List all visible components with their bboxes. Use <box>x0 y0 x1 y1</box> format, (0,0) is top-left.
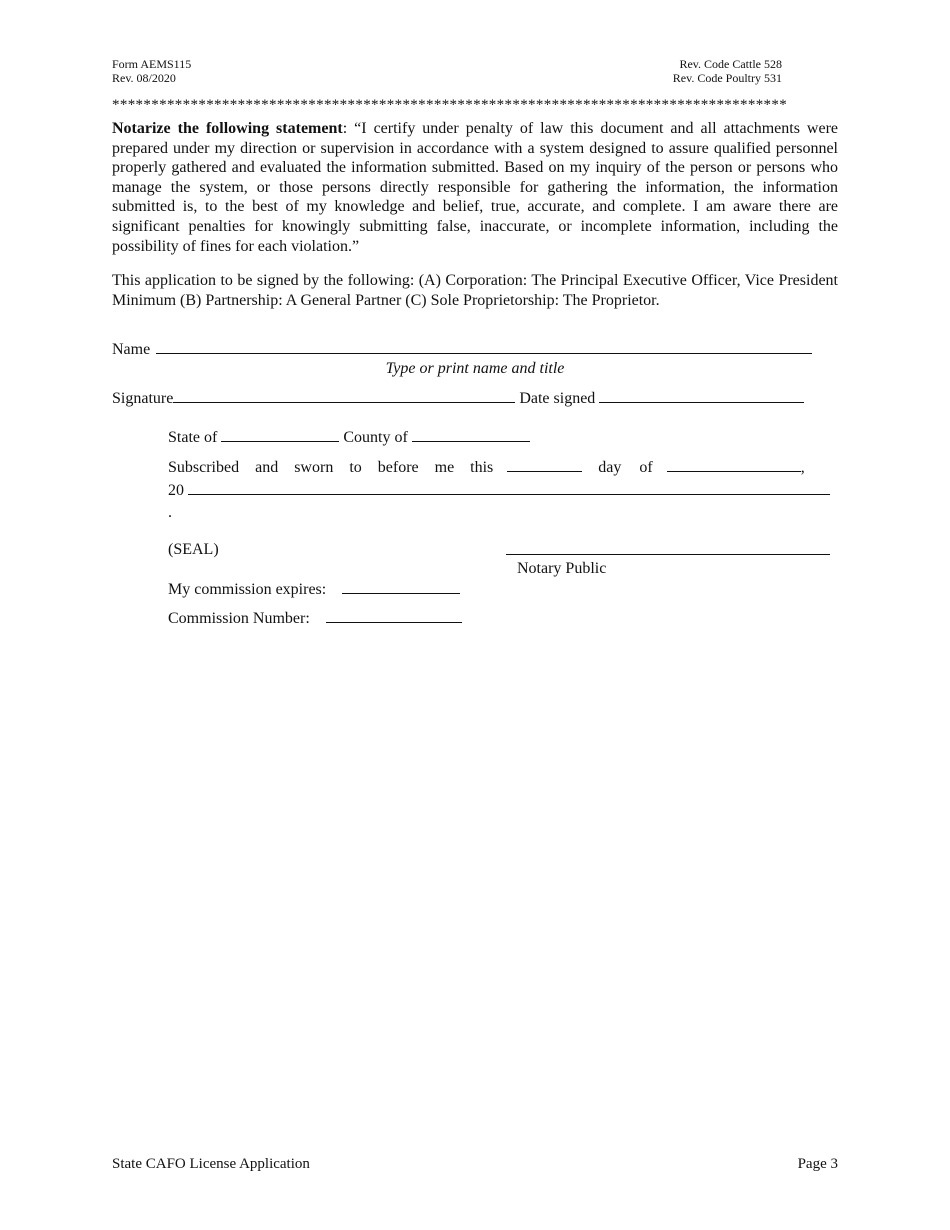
date-signed-label: Date signed <box>519 390 596 407</box>
statement-label: Notarize the following statement <box>112 120 343 137</box>
state-label: State of <box>168 429 218 446</box>
page-number: Page 3 <box>797 1156 838 1172</box>
notarize-statement <box>112 119 838 256</box>
asterisk-separator: ************************************************************************************** <box>112 97 788 113</box>
name-label: Name <box>112 341 151 358</box>
signature-row <box>112 388 804 409</box>
year-prefix: 20 <box>168 482 184 499</box>
signers-instructions: This application to be signed by the following: (A) Corporation: The Principal Executive Officer, Vice President Minimum (B) Partnership: A General Partner (C) Sole Proprietorship: The Proprietor. <box>112 272 838 309</box>
state-field[interactable] <box>221 427 339 442</box>
signature-field[interactable] <box>173 388 515 403</box>
form-id-block <box>112 57 191 85</box>
notary-signature-row <box>506 540 830 561</box>
form-revision: Rev. 08/2020 <box>112 71 176 85</box>
county-field[interactable] <box>412 427 530 442</box>
year-field[interactable] <box>188 480 830 495</box>
month-field[interactable] <box>667 457 801 472</box>
commission-number-row <box>168 608 462 629</box>
commission-expires-row <box>168 579 460 600</box>
day-of-text: day of <box>598 459 653 476</box>
state-county-row <box>168 427 530 448</box>
county-label: County of <box>343 429 408 446</box>
commission-expires-label: My commission expires: <box>168 581 327 598</box>
form-number: Form AEMS115 <box>112 57 192 71</box>
subscribed-text: Subscribed and sworn to before me this <box>168 459 494 476</box>
signature-label: Signature <box>112 390 174 407</box>
commission-expires-field[interactable] <box>342 579 460 594</box>
name-row <box>112 339 812 360</box>
name-hint: Type or print name and title <box>385 360 565 377</box>
day-field[interactable] <box>507 457 582 472</box>
commission-number-field[interactable] <box>326 608 462 623</box>
date-signed-field[interactable] <box>599 388 804 403</box>
rev-code-cattle: Rev. Code Cattle 528 <box>679 57 782 71</box>
period-mark: . <box>168 504 172 521</box>
year-row <box>168 480 830 501</box>
name-field[interactable] <box>156 339 812 354</box>
notary-public-label: Notary Public <box>517 560 607 577</box>
seal-label: (SEAL) <box>168 541 219 558</box>
commission-number-label: Commission Number: <box>168 610 310 627</box>
rev-code-poultry: Rev. Code Poultry 531 <box>672 71 782 85</box>
footer-title: State CAFO License Application <box>112 1156 310 1172</box>
subscribed-row: Subscribed and sworn to before me this day of , <box>168 459 805 476</box>
rev-code-block <box>600 57 782 85</box>
notary-signature-field[interactable] <box>506 540 830 555</box>
statement-text: : “I certify under penalty of law this document and all attachments were prepared under my direction or supervision in accordance with a system designed to assure qualified personnel properly gathered and evaluated the information submitted. Based on my inquiry of the person or persons who manage the system, or those persons directly responsible for gathering the information, the information submitted is, to the best of my knowledge and belief, true, accurate, and complete. I am aware there are significant penalties for knowingly submitting false, inaccurate, or incomplete information, including the possibility of fines for each violation.” <box>112 120 838 255</box>
